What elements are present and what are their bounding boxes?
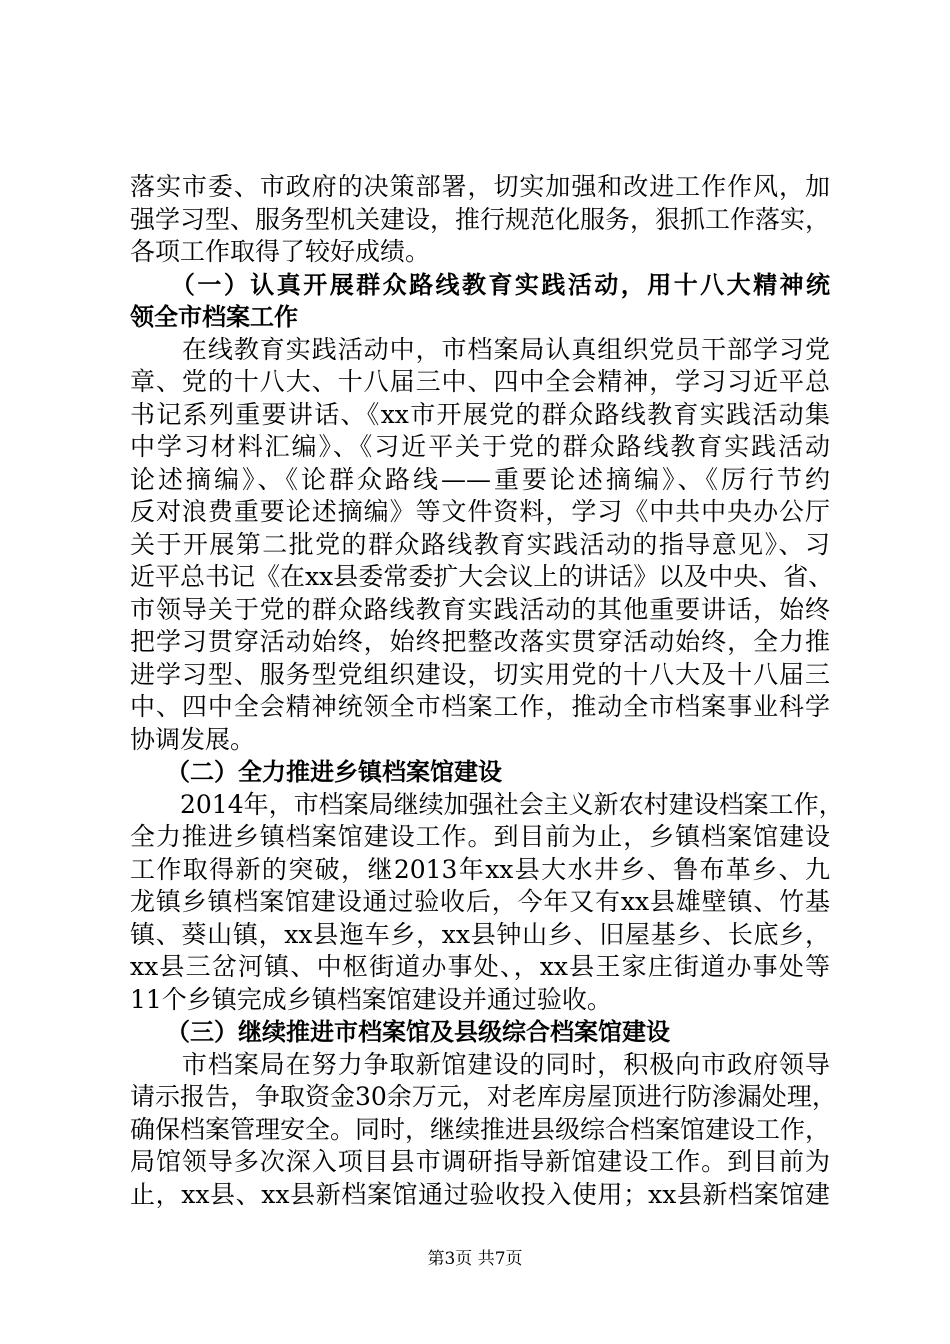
paragraph-line: 反对浪费重要论述摘编》等文件资料，学习《中共中央办公厅	[130, 497, 830, 526]
paragraph-line: 章、党的十八大、十八届三中、四中全会精神，学习习近平总	[130, 367, 830, 396]
paragraph-line: 止，xx县、xx县新档案馆通过验收投入使用；xx县新档案馆建	[130, 1179, 830, 1209]
section-heading-line: （一）认真开展群众路线教育实践活动，用十八大精神统	[130, 270, 830, 299]
paragraph-line: 在线教育实践活动中，市档案局认真组织党员干部学习党	[130, 334, 830, 364]
paragraph-line: xx县三岔河镇、中枢街道办事处、，xx县王家庄街道办事处等	[130, 952, 830, 981]
paragraph-line: 中、四中全会精神统领全市档案工作，推动全市档案事业科学	[130, 692, 830, 721]
paragraph-line: 镇、葵山镇，xx县迤车乡，xx县钟山乡、旧屋基乡、长底乡，	[130, 919, 830, 949]
document-body	[130, 171, 844, 1211]
paragraph-line: 龙镇乡镇档案馆建设通过验收后，今年又有xx县雄壁镇、竹基	[130, 887, 830, 916]
paragraph-line: 协调发展。	[130, 724, 256, 754]
paragraph-line: 书记系列重要讲话、《xx市开展党的群众路线教育实践活动集	[130, 399, 830, 429]
paragraph-line: 11个乡镇完成乡镇档案馆建设并通过验收。	[130, 984, 612, 1014]
paragraph-line: 论述摘编》、《论群众路线——重要论述摘编》、《厉行节约	[130, 464, 830, 494]
paragraph-line: 确保档案管理安全。同时，继续推进县级综合档案馆建设工作，	[130, 1114, 831, 1144]
paragraph-line: 把学习贯穿活动始终，始终把整改落实贯穿活动始终，全力推	[130, 627, 830, 656]
section-heading-line: （二）全力推进乡镇档案馆建设	[130, 758, 502, 786]
paragraph-line: 市档案局在努力争取新馆建设的同时，积极向市政府领导	[130, 1049, 830, 1079]
paragraph-line: 进学习型、服务型党组织建设，切实用党的十八大及十八届三	[130, 659, 830, 689]
paragraph-line: 强学习型、服务型机关建设，推行规范化服务，狠抓工作落实，	[130, 204, 831, 234]
paragraph-line: 局馆领导多次深入项目县市调研指导新馆建设工作。到目前为	[130, 1147, 830, 1176]
paragraph-line: 各项工作取得了较好成绩。	[130, 237, 431, 266]
paragraph-line: 工作取得新的突破，继2013年xx县大水井乡、鲁布革乡、九	[130, 854, 830, 884]
paragraph-line: 中学习材料汇编》、《习近平关于党的群众路线教育实践活动	[130, 432, 830, 461]
section-heading-line: 领全市档案工作	[130, 303, 298, 331]
paragraph-line: 请示报告，争取资金30余万元，对老库房屋顶进行防渗漏处理，	[130, 1082, 837, 1111]
paragraph-line: 近平总书记《在xx县委常委扩大会议上的讲话》以及中央、省、	[130, 562, 834, 591]
paragraph-line: 2014年，市档案局继续加强社会主义新农村建设档案工作，	[130, 789, 844, 819]
paragraph-line: 市领导关于党的群众路线教育实践活动的其他重要讲话，始终	[130, 594, 830, 624]
paragraph-line: 关于开展第二批党的群众路线教育实践活动的指导意见》、习	[130, 529, 830, 559]
page-footer: 第3页 共7页	[427, 1249, 523, 1269]
paragraph-line: 落实市委、市政府的决策部署，切实加强和改进工作作风，加	[130, 172, 830, 201]
paragraph-line: 全力推进乡镇档案馆建设工作。到目前为止，乡镇档案馆建设	[130, 822, 830, 851]
section-heading-line: （三）继续推进市档案馆及县级综合档案馆建设	[130, 1018, 670, 1046]
